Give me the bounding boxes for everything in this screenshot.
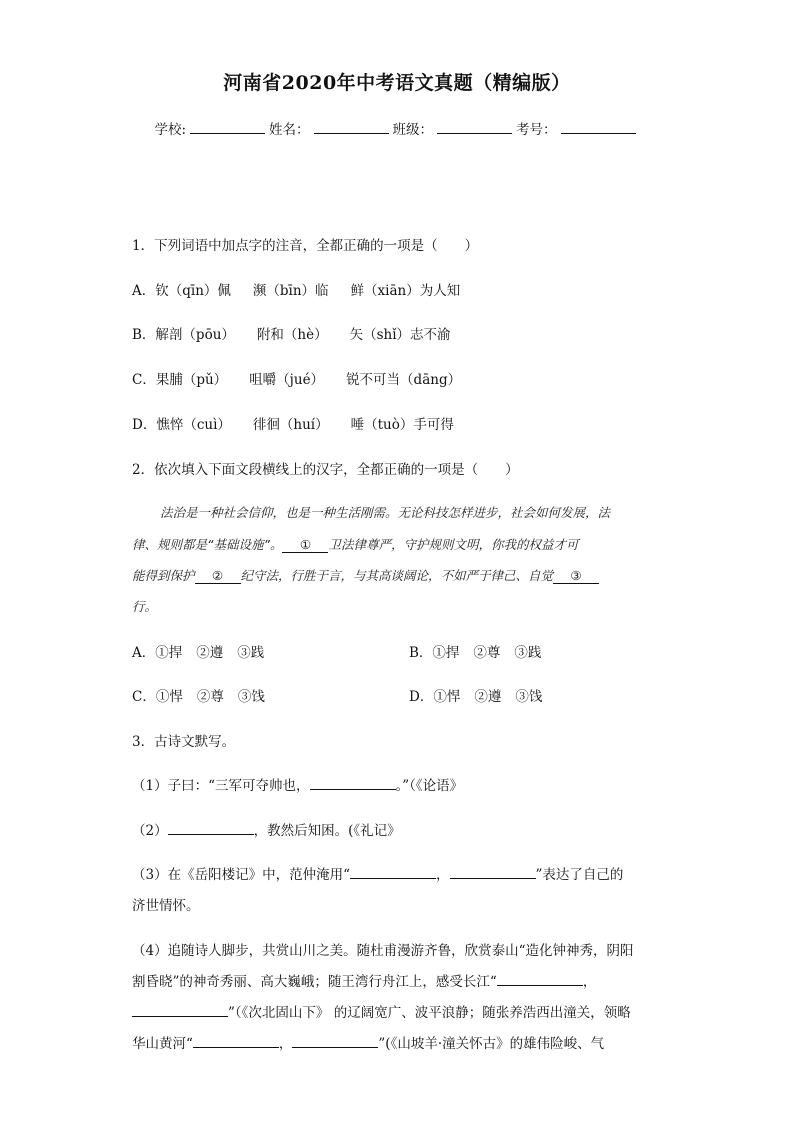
option-item: 鲜（xiān）为人知	[350, 283, 461, 299]
student-info-row	[0, 118, 794, 138]
item-text: （3）在《岳阳楼记》中，范仲淹用“	[132, 867, 350, 883]
number-blank[interactable]	[561, 121, 636, 134]
q2-passage-line-1: 法治是一种社会信仰，也是一种生活刚需。无论科技怎样进步，社会如何发展，法	[160, 505, 611, 520]
q1-option-b[interactable]	[132, 323, 451, 343]
item-text: （1）子曰：“三军可夺帅也，	[132, 778, 310, 794]
q2-option-d[interactable]	[409, 685, 542, 705]
answer-blank[interactable]	[132, 1004, 228, 1017]
number-label: 考号：	[516, 122, 557, 138]
option-item: ②遵	[474, 689, 502, 705]
option-item: 濒（bīn）临	[252, 283, 329, 299]
option-item: ①悍	[155, 689, 183, 705]
passage-text: 卫法律尊严，守护规则文明，你我的权益才可	[328, 537, 579, 552]
page-title: 河南省2020年中考语文真题（精编版）	[223, 72, 571, 94]
item-text: ”（《次北固山下》 的辽阔宽广、波平浪静；随张养浩西出潼关，领略	[228, 1005, 631, 1021]
passage-text: 纪守法，行胜于言，与其高谈阔论，不如严于律己、自觉	[240, 568, 554, 583]
option-item: ②遵	[196, 645, 224, 661]
item-text: ，	[278, 1036, 293, 1052]
answer-blank[interactable]	[350, 866, 436, 879]
q2-passage-line-4: 行。	[132, 599, 158, 614]
q3-item-4-line-2	[132, 970, 596, 990]
option-item: 果脯（pǔ）	[155, 372, 228, 388]
class-blank[interactable]	[437, 121, 512, 134]
option-item: 徘徊（huí）	[252, 417, 329, 433]
class-label: 班级：	[392, 122, 434, 138]
q1-option-c[interactable]	[132, 368, 461, 388]
q1-stem: 1．下列词语中加点字的注音，全都正确的一项是（ ）	[132, 238, 479, 254]
passage-text: 律、规则都是“基础设施”。	[132, 537, 283, 552]
option-item: ③践	[237, 645, 265, 661]
option-item: 咀嚼（jué）	[249, 372, 325, 388]
option-item: ③饯	[237, 689, 265, 705]
option-item: ②尊	[473, 645, 501, 661]
name-blank[interactable]	[314, 121, 389, 134]
item-text: ”(《山坡羊·潼关怀古》的雄伟险峻、气	[378, 1036, 605, 1052]
answer-blank[interactable]	[193, 1035, 279, 1048]
q2-passage-line-2	[132, 535, 578, 553]
option-item: ③饯	[515, 689, 543, 705]
blank-2[interactable]: ②	[195, 568, 241, 584]
q1-option-d[interactable]	[132, 413, 454, 433]
option-item: ②尊	[196, 689, 224, 705]
item-text: ，	[436, 867, 450, 883]
answer-blank[interactable]	[292, 1035, 378, 1048]
q2-option-a[interactable]	[132, 641, 264, 661]
blank-1[interactable]: ①	[282, 537, 328, 553]
option-item: 附和（hè）	[256, 327, 328, 343]
option-label: C．	[132, 689, 156, 705]
option-item: 唾（tuò）手可得	[350, 417, 454, 433]
q2-option-b[interactable]	[409, 641, 541, 661]
blank-3[interactable]: ③	[553, 568, 599, 584]
answer-blank[interactable]	[497, 973, 583, 986]
option-label: A．	[132, 283, 156, 299]
option-item: 锐不可当（dāng）	[346, 372, 462, 388]
q3-stem: 3．古诗文默写。	[132, 734, 236, 750]
answer-blank[interactable]	[168, 822, 254, 835]
q2-passage-line-3	[132, 566, 599, 584]
q3-item-4-line-1: （4）追随诗人脚步，共赏山川之美。随杜甫漫游齐鲁，欣赏泰山“造化钟神秀，阴阳	[132, 943, 634, 959]
item-text: ，	[582, 974, 597, 990]
q3-item-4-line-3	[132, 1001, 631, 1021]
item-text: 华山黄河“	[132, 1036, 193, 1052]
q1-option-a[interactable]	[132, 279, 460, 299]
q3-item-2	[132, 819, 401, 839]
option-item: 憔悴（cuì）	[156, 417, 231, 433]
q2-stem: 2．依次填入下面文段横线上的汉字，全都正确的一项是（ ）	[132, 462, 519, 478]
item-text: ，教然后知困。(《礼记》	[253, 823, 401, 839]
item-text: （2）	[132, 823, 168, 839]
option-label: A．	[132, 645, 156, 661]
item-text: ”表达了自己的	[535, 867, 624, 883]
school-label: 学校:	[154, 122, 187, 138]
item-text: 。”（《论语》	[395, 778, 464, 794]
q3-item-1	[132, 774, 463, 794]
option-label: C．	[132, 372, 156, 388]
passage-text: 能得到保护	[132, 568, 195, 583]
q3-item-3-cont: 济世情怀。	[132, 898, 200, 914]
answer-blank[interactable]	[310, 777, 396, 790]
option-label: B．	[132, 327, 156, 343]
school-blank[interactable]	[190, 121, 265, 134]
option-label: D．	[132, 417, 157, 433]
option-item: ①捍	[155, 645, 183, 661]
item-text: 割昏晓”的神奇秀丽、高大巍峨；随王湾行舟江上，感受长江“	[132, 974, 497, 990]
option-item: ①悍	[433, 689, 461, 705]
option-item: ③践	[514, 645, 542, 661]
q3-item-3	[132, 863, 623, 883]
name-label: 姓名：	[269, 122, 310, 138]
option-label: B．	[409, 645, 433, 661]
option-item: 矢（shǐ）志不渝	[349, 327, 451, 343]
option-item: 解剖（pōu）	[155, 327, 235, 343]
option-label: D．	[409, 689, 434, 705]
option-item: ①捍	[432, 645, 460, 661]
q3-item-4-line-4	[132, 1032, 604, 1052]
answer-blank[interactable]	[450, 866, 536, 879]
q2-option-c[interactable]	[132, 685, 265, 705]
option-item: 钦（qīn）佩	[155, 283, 231, 299]
